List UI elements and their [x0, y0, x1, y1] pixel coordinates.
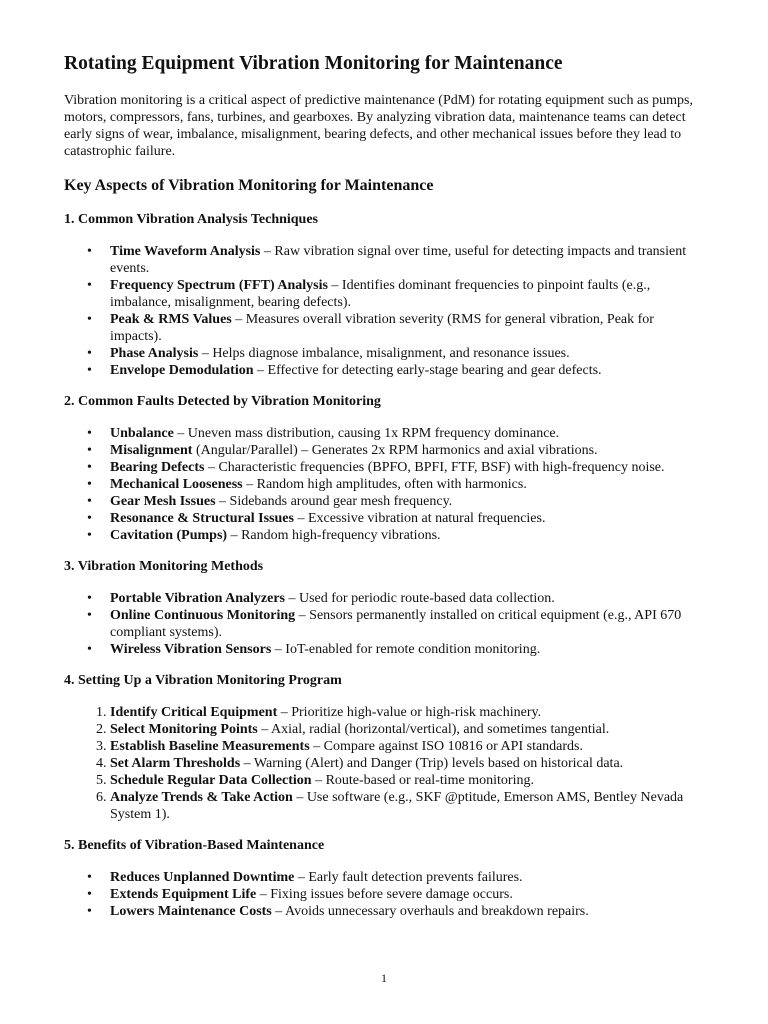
item-desc: – Fixing issues before severe damage occurs.	[256, 887, 513, 902]
item-desc: – Excessive vibration at natural frequencies.	[293, 511, 546, 526]
item-desc: – Sensors permanently installed on critical equipment (e.g., API 670 compliant systems).	[110, 608, 682, 640]
item-desc: – Raw vibration signal over time, useful for detecting impacts and transient events.	[110, 244, 687, 276]
numbered-list	[64, 704, 704, 823]
item-desc: – IoT-enabled for remote condition monitoring.	[271, 642, 541, 657]
bullet-list	[64, 425, 704, 544]
item-term: Portable Vibration Analyzers	[110, 591, 285, 606]
section-program-setup	[64, 672, 704, 823]
item-desc: – Early fault detection prevents failures.	[294, 870, 523, 885]
document-body	[64, 50, 704, 920]
item-term: Identify Critical Equipment	[110, 705, 278, 720]
list-item	[110, 607, 704, 641]
section-title: 4. Setting Up a Vibration Monitoring Program	[64, 673, 342, 688]
item-term: Online Continuous Monitoring	[110, 608, 296, 623]
item-desc: – Measures overall vibration severity (RMS for general vibration, Peak for impacts).	[110, 312, 654, 344]
section-faults	[64, 393, 704, 544]
list-item	[110, 493, 704, 510]
item-desc: – Use software (e.g., SKF @ptitude, Emerson AMS, Bentley Nevada System 1).	[110, 790, 684, 822]
item-desc: – Avoids unnecessary overhauls and breakdown repairs.	[271, 904, 589, 919]
item-term: Misalignment	[110, 443, 193, 458]
item-term: Peak & RMS Values	[110, 312, 232, 327]
item-desc: – Identifies dominant frequencies to pinpoint faults (e.g., imbalance, misalignment, bearing defects).	[110, 278, 651, 310]
item-term: Envelope Demodulation	[110, 363, 254, 378]
list-item	[110, 869, 704, 886]
item-desc: – Sidebands around gear mesh frequency.	[215, 494, 453, 509]
item-term: Wireless Vibration Sensors	[110, 642, 272, 657]
list-item	[110, 755, 704, 772]
section-benefits	[64, 837, 704, 920]
intro-paragraph: Vibration monitoring is a critical aspect of predictive maintenance (PdM) for rotating equipment such as pumps, motors, compressors, fans, turbines, and gearboxes. By analyzing vibration data, maintenance teams can detect early signs of wear, imbalance, misalignment, bearing defects, and other mechanical issues before they lead to catastrophic failure.	[64, 93, 693, 159]
list-item	[110, 789, 704, 823]
item-term: Time Waveform Analysis	[110, 244, 261, 259]
list-item	[110, 459, 704, 476]
list-item	[110, 362, 704, 379]
item-desc: (Angular/Parallel) – Generates 2x RPM harmonics and axial vibrations.	[192, 443, 598, 458]
item-desc: – Warning (Alert) and Danger (Trip) levels based on historical data.	[240, 756, 624, 771]
item-term: Analyze Trends & Take Action	[110, 790, 293, 805]
section-title: 2. Common Faults Detected by Vibration Monitoring	[64, 394, 381, 409]
section-methods	[64, 558, 704, 658]
page-number: 1	[381, 971, 387, 985]
item-term: Resonance & Structural Issues	[110, 511, 294, 526]
item-desc: – Uneven mass distribution, causing 1x RPM frequency dominance.	[173, 426, 560, 441]
item-desc: – Random high amplitudes, often with harmonics.	[242, 477, 527, 492]
key-aspects-heading: Key Aspects of Vibration Monitoring for Maintenance	[64, 177, 434, 194]
item-term: Unbalance	[110, 426, 174, 441]
list-item	[110, 442, 704, 459]
item-term: Mechanical Looseness	[110, 477, 243, 492]
item-term: Frequency Spectrum (FFT) Analysis	[110, 278, 328, 293]
list-item	[110, 738, 704, 755]
list-item	[110, 476, 704, 493]
list-item	[110, 903, 704, 920]
item-desc: – Used for periodic route-based data collection.	[285, 591, 555, 606]
item-desc: – Effective for detecting early-stage bearing and gear defects.	[253, 363, 602, 378]
item-desc: – Random high-frequency vibrations.	[227, 528, 441, 543]
list-item	[110, 345, 704, 362]
section-title: 5. Benefits of Vibration-Based Maintenance	[64, 838, 325, 853]
item-desc: – Compare against ISO 10816 or API standards.	[309, 739, 583, 754]
section-techniques	[64, 211, 704, 379]
list-item	[110, 704, 704, 721]
item-desc: – Characteristic frequencies (BPFO, BPFI, FTF, BSF) with high-frequency noise.	[204, 460, 665, 475]
bullet-list	[64, 243, 704, 379]
section-title: 1. Common Vibration Analysis Techniques	[64, 212, 319, 227]
list-item	[110, 425, 704, 442]
list-item	[110, 527, 704, 544]
list-item	[110, 772, 704, 789]
item-desc: – Axial, radial (horizontal/vertical), and sometimes tangential.	[257, 722, 610, 737]
item-term: Lowers Maintenance Costs	[110, 904, 272, 919]
list-item	[110, 277, 704, 311]
item-term: Phase Analysis	[110, 346, 199, 361]
list-item	[110, 311, 704, 345]
list-item	[110, 721, 704, 738]
list-item	[110, 886, 704, 903]
bullet-list	[64, 869, 704, 920]
item-term: Set Alarm Thresholds	[110, 756, 241, 771]
item-desc: – Route-based or real-time monitoring.	[311, 773, 534, 788]
section-title: 3. Vibration Monitoring Methods	[64, 559, 264, 574]
item-term: Extends Equipment Life	[110, 887, 257, 902]
bullet-list	[64, 590, 704, 658]
list-item	[110, 510, 704, 527]
item-term: Establish Baseline Measurements	[110, 739, 310, 754]
item-term: Bearing Defects	[110, 460, 205, 475]
item-term: Reduces Unplanned Downtime	[110, 870, 295, 885]
list-item	[110, 243, 704, 277]
item-desc: – Helps diagnose imbalance, misalignment, and resonance issues.	[198, 346, 570, 361]
item-term: Schedule Regular Data Collection	[110, 773, 312, 788]
item-desc: – Prioritize high-value or high-risk machinery.	[277, 705, 542, 720]
item-term: Gear Mesh Issues	[110, 494, 216, 509]
list-item	[110, 641, 704, 658]
list-item	[110, 590, 704, 607]
item-term: Cavitation (Pumps)	[110, 528, 228, 543]
document-title: Rotating Equipment Vibration Monitoring for Maintenance	[64, 53, 563, 74]
item-term: Select Monitoring Points	[110, 722, 258, 737]
